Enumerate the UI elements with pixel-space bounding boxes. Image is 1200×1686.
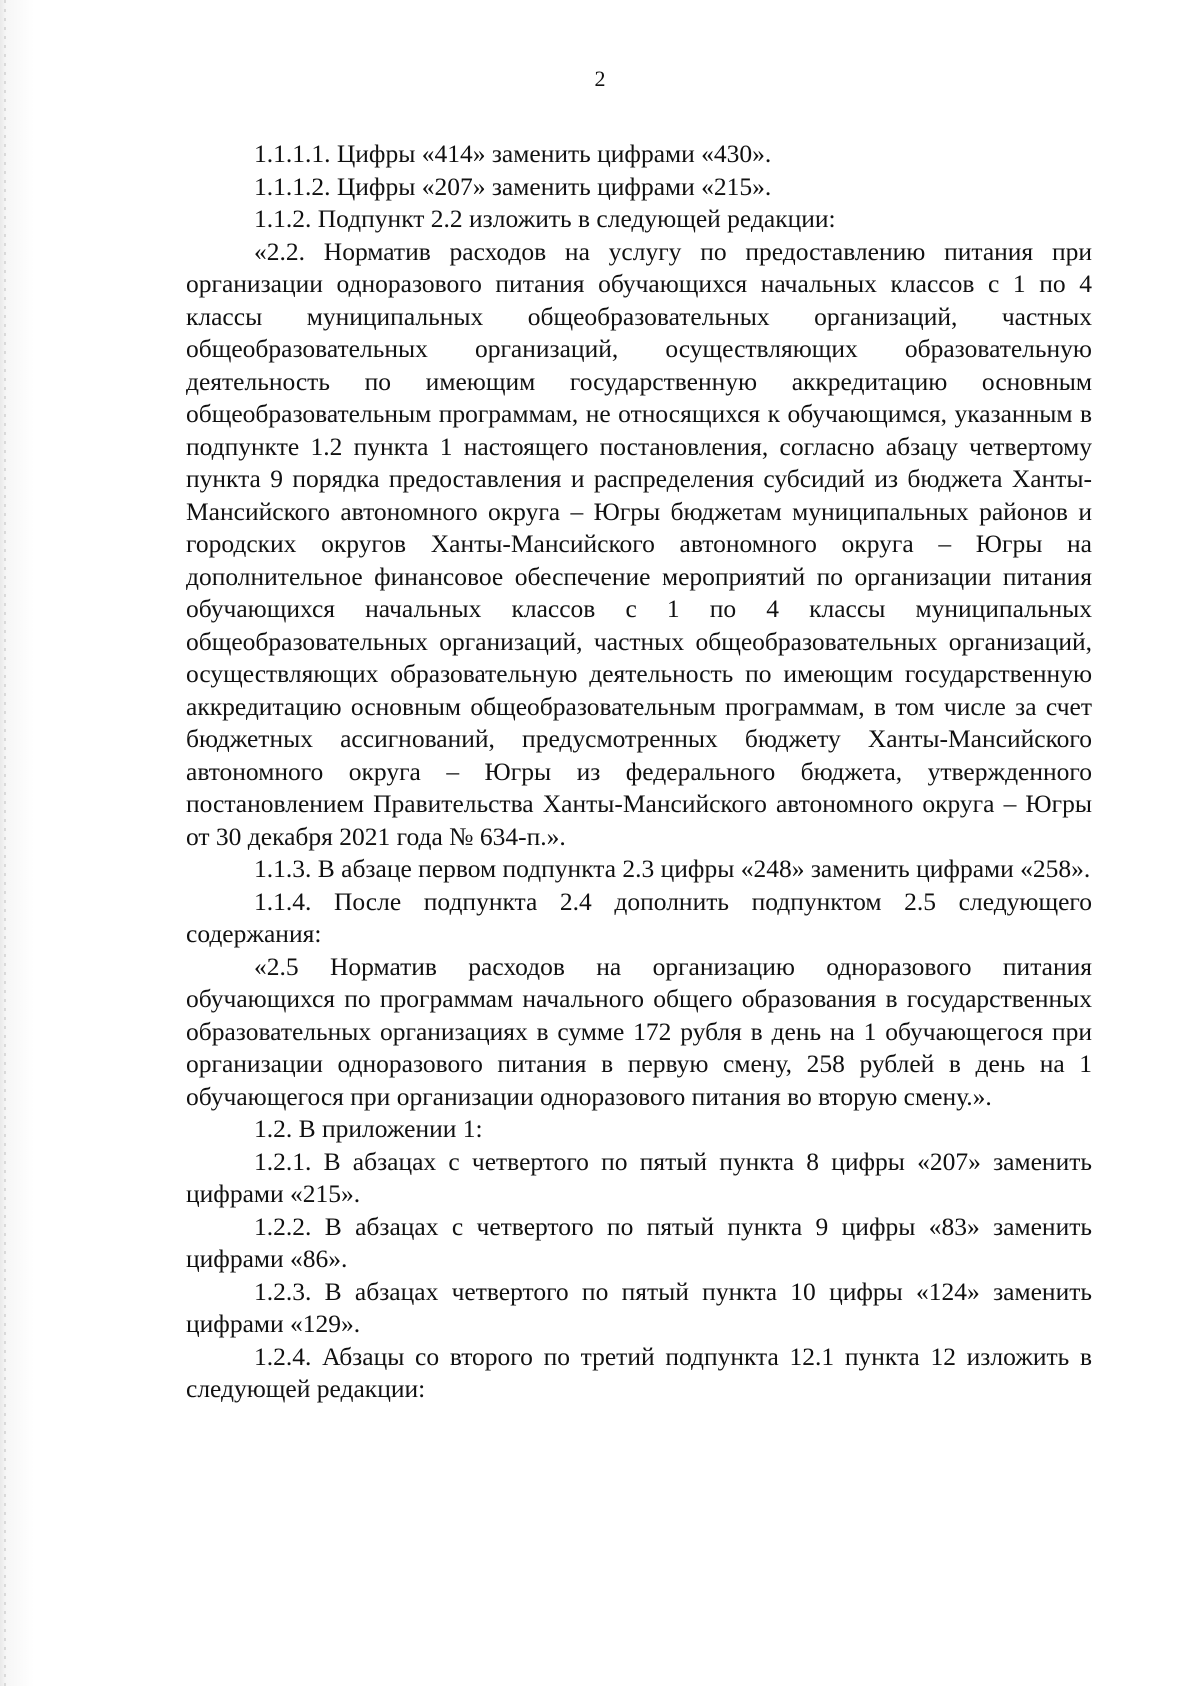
paragraph-1-1-2: 1.1.2. Подпункт 2.2 изложить в следующей редакции: [254, 204, 836, 233]
paragraph-1-1-1-2: 1.1.1.2. Цифры «207» заменить цифрами «215». [254, 171, 772, 201]
paragraph-2-5-text: «2.5 Норматив расходов на организацию одноразового питания обучающихся по программам начального общего образования в государственных образовательных организациях в сумме 172 рубля в день на 1 обучающегося при организации одноразового питания в первую смену, 258 рублей в день на 1 обучающегося при организации одноразового питания во вторую смену.». [186, 951, 1092, 1111]
paragraph-2-2-text: «2.2. Норматив расходов на услугу по предоставлению питания при организации одноразового питания обучающихся начальных классов с 1 по 4 классы муниципальных общеобразовательных организаций, частных общеобразовательных организаций, осуществляющих образовательную деятельность по имеющим государственную аккредитацию основным общеобразовательным программам, не относящихся к обучающимся, указанным в подпункте 1.2 пункта 1 настоящего постановления, согласно абзацу четвертому пункта 9 порядка предоставления и распределения субсидий из бюджета Ханты-Мансийского автономного округа – Югры бюджетам муниципальных районов и городских округов Ханты-Мансийского автономного округа – Югры на дополнительное финансовое обеспечение мероприятий по организации питания обучающихся начальных классов с 1 по 4 классы муниципальных общеобразовательных организаций, частных общеобразовательных организаций, осуществляющих образовательную деятельность по имеющим государственную аккредитацию основным общеобразовательным программам, в том числе за счет бюджетных ассигнований, предусмотренных бюджету Ханты-Мансийского автономного округа – Югры из федерального бюджета, утвержденного постановлением Правительства Ханты-Мансийского автономного округа – Югры от 30 декабря 2021 года № 634-п.». [186, 236, 1092, 851]
paragraph-1-1-3: 1.1.3. В абзаце первом подпункта 2.3 цифры «248» заменить цифрами «258». [254, 854, 1091, 883]
paragraph-1-2-3: 1.2.3. В абзацах четвертого по пятый пункта 10 цифры «124» заменить цифрами «129». [186, 1276, 1092, 1338]
scan-edge [0, 0, 34, 1686]
paragraph-1-2-2: 1.2.2. В абзацах с четвертого по пятый пункта 9 цифры «83» заменить цифрами «86». [186, 1211, 1092, 1273]
paragraph-1-1-1-1: 1.1.1.1. Цифры «414» заменить цифрами «430». [254, 139, 772, 168]
paragraph-1-2-1: 1.2.1. В абзацах с четвертого по пятый пункта 8 цифры «207» заменить цифрами «215». [186, 1146, 1092, 1208]
paragraph-1-2: 1.2. В приложении 1: [254, 1114, 483, 1143]
document-body [186, 138, 1092, 1406]
page-number: 2 [594, 66, 606, 91]
paragraph-1-2-4: 1.2.4. Абзацы со второго по третий подпункта 12.1 пункта 12 изложить в следующей редакции: [186, 1341, 1092, 1403]
paragraph-1-1-4: 1.1.4. После подпункта 2.4 дополнить подпунктом 2.5 следующего содержания: [186, 886, 1092, 948]
